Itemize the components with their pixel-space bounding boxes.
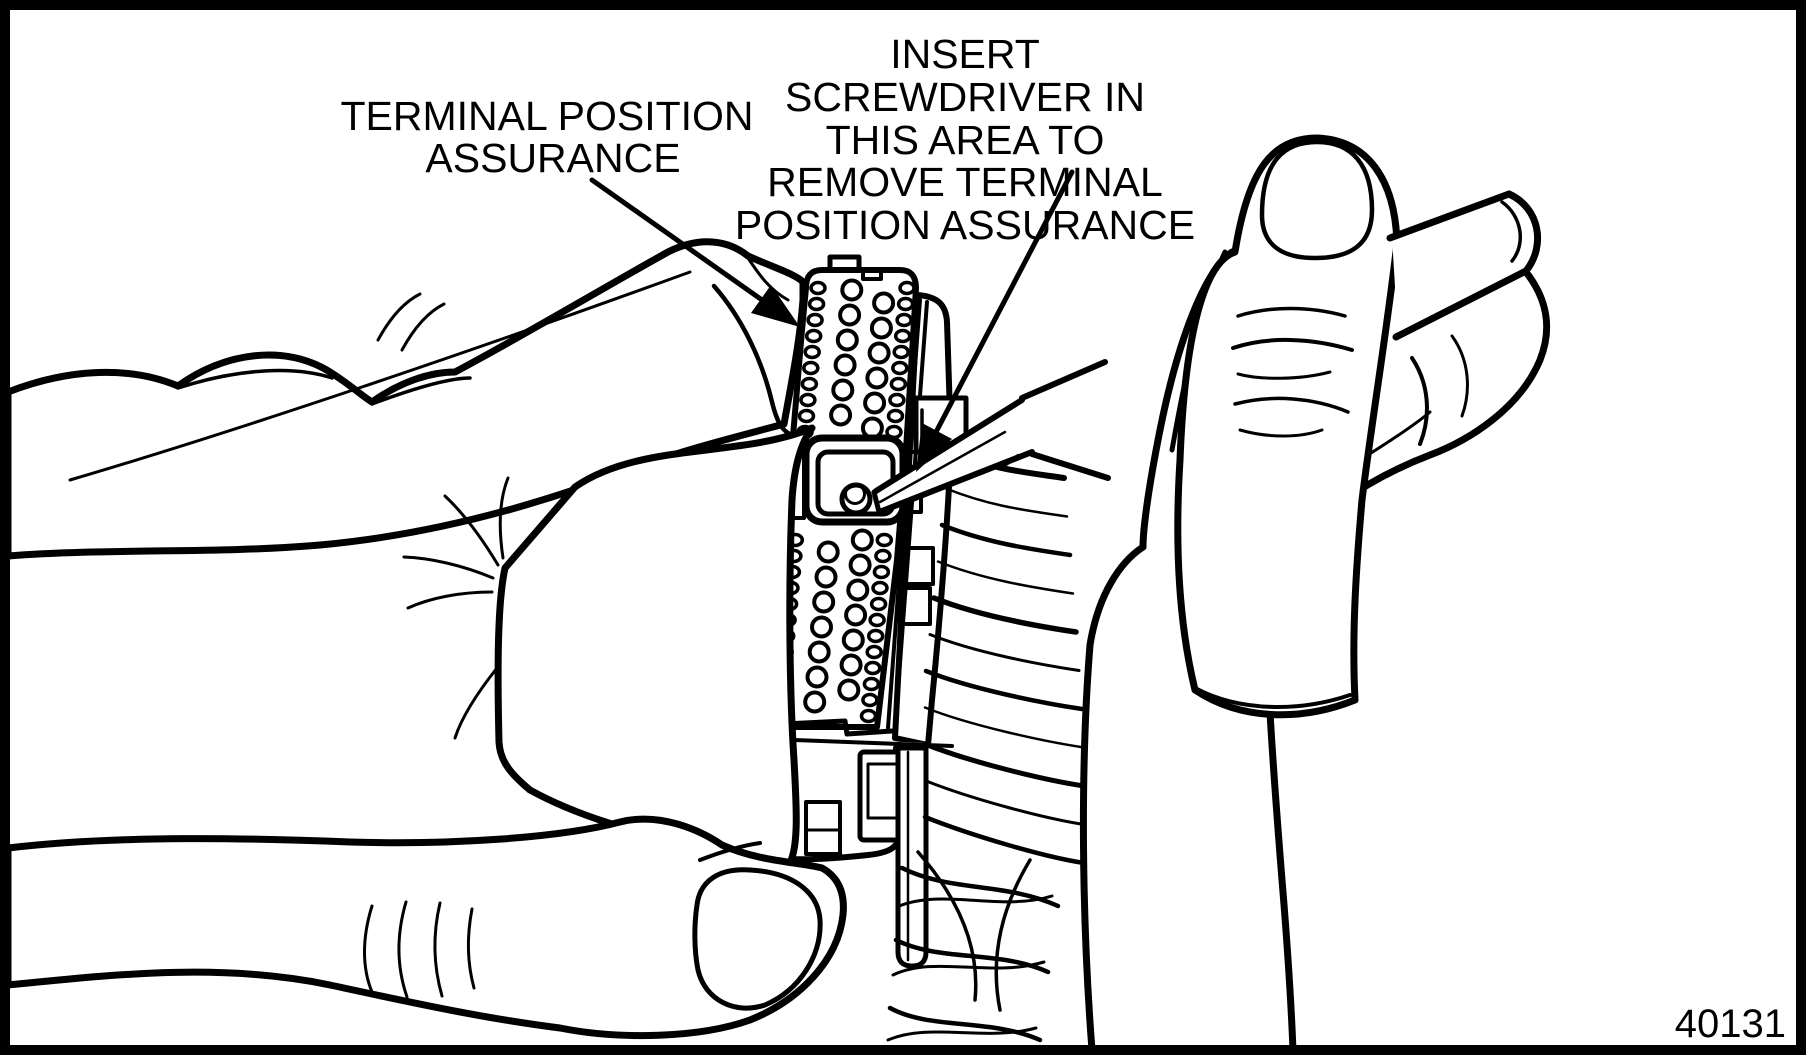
thumbnail bbox=[1262, 142, 1372, 258]
figure-number: 40131 bbox=[1674, 1002, 1786, 1046]
label-tpa-line2: ASSURANCE bbox=[425, 135, 681, 181]
label-insert-line5: POSITION ASSURANCE bbox=[734, 202, 1196, 248]
label-insert-line3: THIS AREA TO bbox=[825, 117, 1105, 163]
label-insert-line1: INSERT bbox=[890, 31, 1040, 77]
label-insert-line4: REMOVE TERMINAL bbox=[767, 159, 1163, 205]
label-tpa-line1: TERMINAL POSITION bbox=[340, 93, 754, 139]
label-insert-line2: SCREWDRIVER IN bbox=[785, 74, 1145, 120]
